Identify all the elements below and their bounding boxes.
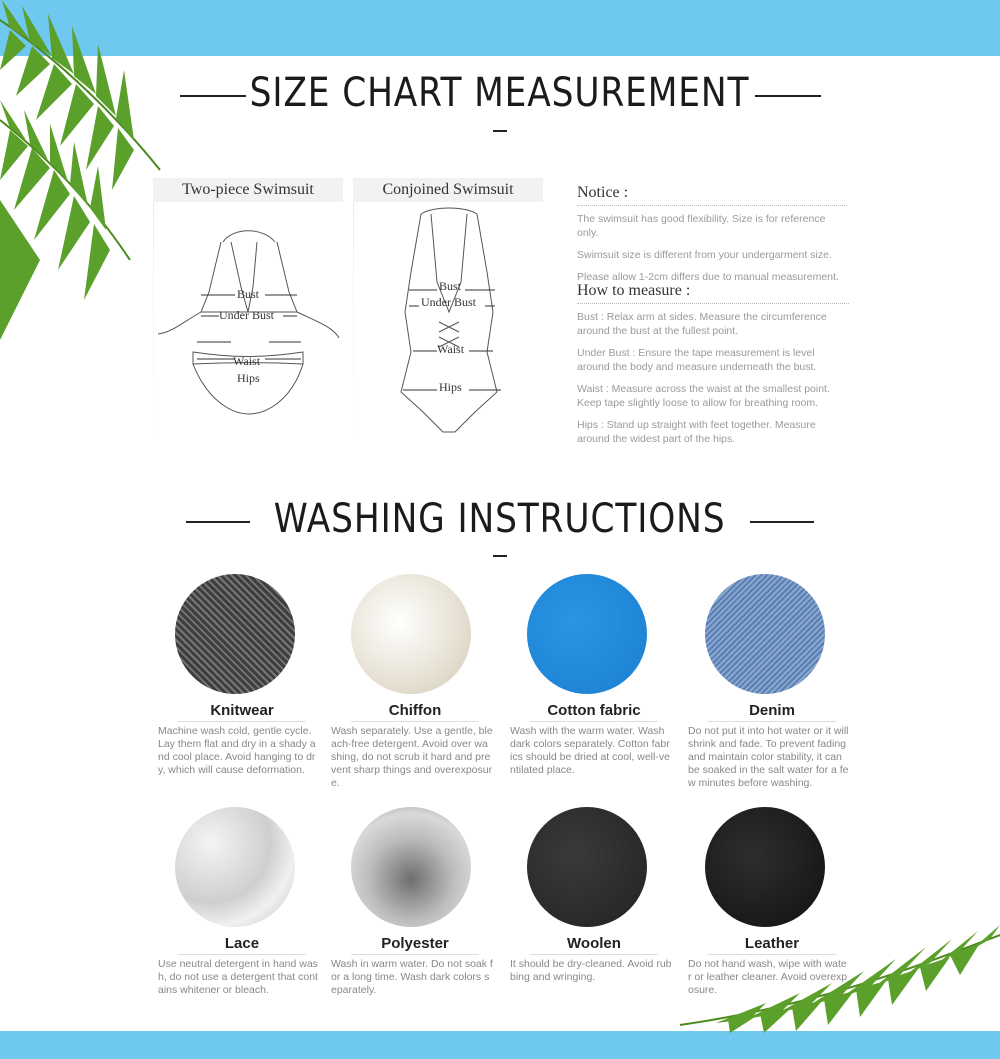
measure-item: Waist : Measure across the waist at the smallest point. Keep tape slightly loose to allow for breathing room. (577, 383, 830, 409)
fabric-desc: Do not hand wash, wipe with water or leather cleaner. Avoid overexposure. (688, 958, 848, 996)
leather-swatch (705, 807, 825, 927)
chiffon-swatch (351, 574, 471, 694)
fabric-divider (708, 721, 836, 722)
measure-divider (577, 303, 849, 304)
fabric-name: Denim (749, 702, 795, 719)
fabric-divider (178, 954, 306, 955)
notice-item: Please allow 1-2cm differs due to manual measurement. (577, 271, 839, 283)
notice-heading: Notice : (577, 184, 629, 201)
conjoined-under-bust-label: Under Bust (421, 295, 476, 309)
fabric-name: Lace (224, 935, 260, 952)
conjoined-panel (353, 178, 543, 442)
size-chart-title: SIZE CHART MEASUREMENT (250, 70, 750, 116)
conjoined-bust-label: Bust (439, 279, 462, 293)
how-to-measure-heading: How to measure : (577, 282, 691, 299)
fabric-name: Chiffon (388, 702, 442, 719)
notice-divider (577, 205, 847, 206)
washing-heading-wrap (0, 496, 1000, 542)
two-piece-heading: Two-piece Swimsuit (153, 178, 343, 202)
fabric-name: Woolen (567, 935, 621, 952)
knitwear-swatch (175, 574, 295, 694)
fabric-name: Knitwear (210, 702, 274, 719)
size-chart-heading-wrap (0, 70, 1000, 116)
woolen-swatch (527, 807, 647, 927)
fabric-desc: Machine wash cold, gentle cycle. Lay them flat and dry in a shady and cool place. Avoid hanging to dry, which will cause deformation. (158, 725, 316, 776)
measure-item: Bust : Relax arm at sides. Measure the circumference around the bust at the fullest point. (577, 311, 827, 337)
two-piece-under-bust-label: Under Bust (219, 308, 274, 322)
fabric-name: Leather (744, 935, 800, 952)
two-piece-waist-label: Waist (233, 354, 261, 368)
fabric-name: Cotton fabric (547, 702, 641, 719)
palm-leaf-top-left (0, 0, 170, 350)
title-tick (493, 130, 507, 132)
two-piece-bust-label: Bust (237, 287, 260, 301)
fabric-divider (351, 721, 479, 722)
fabric-divider (530, 954, 658, 955)
lace-swatch (175, 807, 295, 927)
fabric-divider (708, 954, 836, 955)
notice-item: The swimsuit has good flexibility. Size is for reference only. (577, 213, 826, 239)
washing-title: WASHING INSTRUCTIONS (274, 496, 726, 542)
fabric-desc: Use neutral detergent in hand wash, do not use a detergent that contains whitener or bleach. (158, 958, 318, 996)
polyester-swatch (351, 807, 471, 927)
two-piece-hips-label: Hips (237, 371, 260, 385)
conjoined-hips-label: Hips (439, 380, 462, 394)
denim-swatch (705, 574, 825, 694)
notice-item: Swimsuit size is different from your undergarment size. (577, 249, 832, 261)
fabric-desc: It should be dry-cleaned. Avoid rubbing and wringing. (510, 958, 672, 983)
measure-item: Hips : Stand up straight with feet together. Measure around the widest part of the hips. (577, 419, 816, 445)
bottom-color-band (0, 1031, 1000, 1059)
cotton-swatch (527, 574, 647, 694)
fabric-name: Polyester (381, 935, 449, 952)
two-piece-panel (153, 178, 343, 442)
how-to-measure-block (577, 282, 849, 454)
fabric-desc: Wash in warm water. Do not soak for a long time. Wash dark colors separately. (331, 958, 493, 996)
fabric-desc: Wash with the warm water. Wash dark colors separately. Cotton fabrics should be dried at cool, well-ventilated place. (510, 725, 670, 776)
fabric-divider (530, 721, 658, 722)
fabric-divider (351, 954, 479, 955)
conjoined-illustration (353, 202, 543, 442)
title-tick (493, 555, 507, 557)
conjoined-heading: Conjoined Swimsuit (353, 178, 543, 202)
measure-item: Under Bust : Ensure the tape measurement is level around the body and measure underneath the bust. (577, 347, 817, 373)
fabric-desc: Do not put it into hot water or it will shrink and fade. To prevent fading and maintain color stability, it can be soaked in the salt water for a few minutes before washing. (688, 725, 849, 789)
fabric-desc: Wash separately. Use a gentle, bleach-free detergent. Avoid over washing, do not scrub it hard and prevent sharp things and overexposure. (331, 725, 493, 789)
fabric-divider (178, 721, 306, 722)
conjoined-waist-label: Waist (437, 342, 465, 356)
notice-block (577, 184, 847, 292)
